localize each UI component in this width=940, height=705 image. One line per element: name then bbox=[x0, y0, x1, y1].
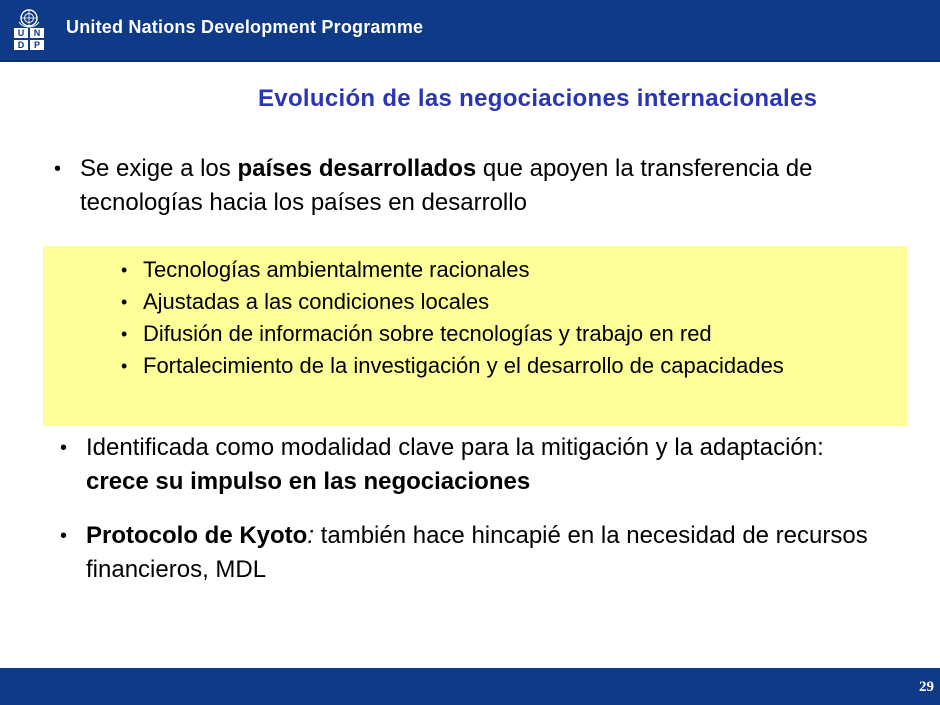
subbullet-text: Ajustadas a las condiciones locales bbox=[143, 289, 490, 314]
organization-name: United Nations Development Programme bbox=[66, 17, 424, 37]
logo-letter-p: P bbox=[30, 40, 44, 50]
bullet2-bold: crece su impulso en las negociaciones bbox=[86, 468, 531, 495]
highlight-box bbox=[43, 246, 907, 426]
bullet-icon: • bbox=[121, 260, 128, 280]
slide-title: Evolución de las negociaciones internacionales bbox=[258, 85, 818, 112]
subbullet-text: Fortalecimiento de la investigación y el desarrollo de capacidades bbox=[143, 353, 784, 378]
bullet3-post: también hace hincapié en la necesidad de recursos financieros, MDL bbox=[86, 522, 868, 583]
bullet1-pre: Se exige a los bbox=[80, 155, 238, 182]
subbullet-item bbox=[121, 254, 903, 286]
bullet-icon: • bbox=[121, 292, 128, 312]
bullet-kyoto-protocol bbox=[60, 519, 886, 587]
bullet-icon: • bbox=[54, 158, 62, 180]
bullet-icon: • bbox=[121, 324, 128, 344]
footer-bar bbox=[0, 668, 940, 705]
un-emblem-icon bbox=[17, 8, 41, 28]
bullet-icon: • bbox=[60, 437, 68, 459]
subbullet-item bbox=[121, 350, 903, 382]
subbullet-text: Tecnologías ambientalmente racionales bbox=[143, 257, 530, 282]
subbullet-item bbox=[121, 318, 903, 350]
logo-letter-u: U bbox=[14, 28, 28, 38]
subbullet-text: Difusión de información sobre tecnologías y trabajo en red bbox=[143, 321, 712, 346]
subbullet-item bbox=[121, 286, 903, 318]
bullet3-bold: Protocolo de Kyoto bbox=[86, 522, 308, 549]
logo-letter-d: D bbox=[14, 40, 28, 50]
bullet1-bold: países desarrollados bbox=[237, 155, 477, 182]
bullet-icon: • bbox=[60, 525, 68, 547]
bullet1-post: que apoyen la transferencia de tecnologías hacia los países en desarrollo bbox=[80, 155, 813, 216]
bullet-key-modality bbox=[60, 431, 886, 499]
bullet2-pre: Identificada como modalidad clave para la mitigación y la adaptación: bbox=[86, 434, 824, 461]
bullet-developed-countries bbox=[54, 152, 880, 220]
undp-logo bbox=[14, 8, 44, 50]
logo-letter-n: N bbox=[30, 28, 44, 38]
bullet3-italic: : bbox=[307, 522, 315, 549]
bullet-icon: • bbox=[121, 356, 128, 376]
page-number: 29 bbox=[919, 679, 934, 695]
header-bar bbox=[0, 0, 940, 62]
